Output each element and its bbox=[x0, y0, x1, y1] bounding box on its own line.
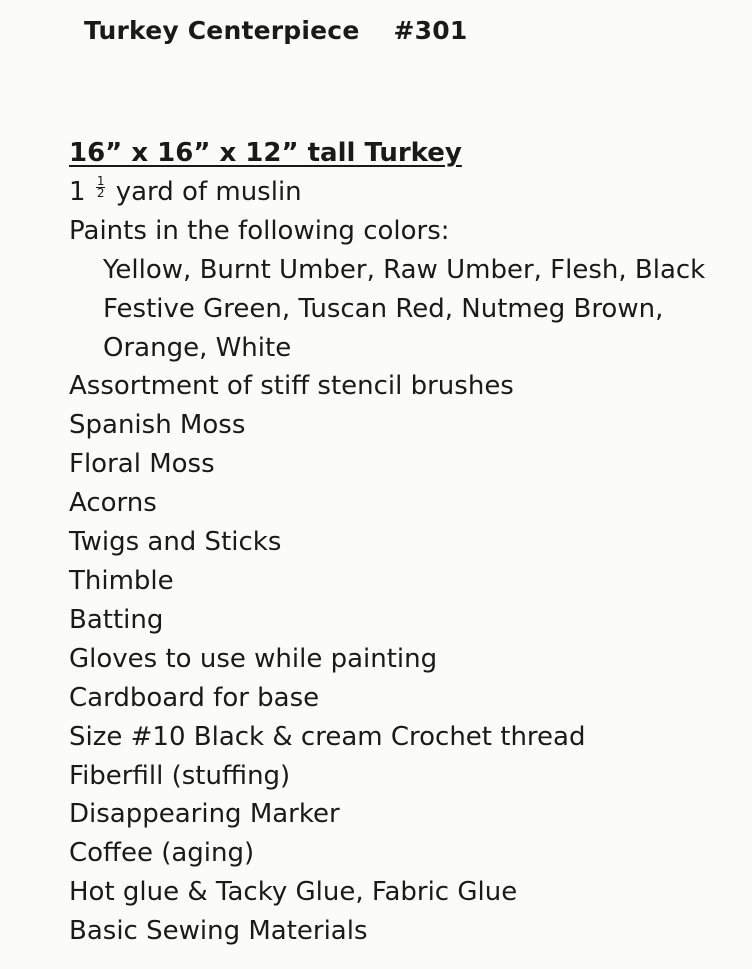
list-item: Gloves to use while painting bbox=[69, 643, 438, 674]
list-item: Assortment of stiff stencil brushes bbox=[69, 371, 514, 402]
muslin-text: yard of muslin bbox=[115, 176, 302, 207]
list-item: Hot glue & Tacky Glue, Fabric Glue bbox=[69, 877, 518, 908]
list-item: Fiberfill (stuffing) bbox=[69, 760, 291, 791]
title-name: Turkey Centerpiece bbox=[84, 16, 360, 45]
fraction-denominator: 2 bbox=[96, 185, 105, 200]
size-heading: 16” x 16” x 12” tall Turkey bbox=[69, 138, 462, 168]
list-item-paints: Paints in the following colors: bbox=[69, 215, 450, 246]
pattern-number: #301 bbox=[393, 16, 468, 45]
list-item: Twigs and Sticks bbox=[69, 527, 282, 558]
list-item: Basic Sewing Materials bbox=[69, 916, 368, 947]
list-item: Cardboard for base bbox=[69, 682, 320, 713]
paint-colors-line: Yellow, Burnt Umber, Raw Umber, Flesh, Black bbox=[103, 254, 706, 285]
supply-list bbox=[69, 134, 705, 951]
fraction-numerator: 1 bbox=[96, 173, 105, 188]
list-item: Coffee (aging) bbox=[69, 838, 255, 869]
list-item: Acorns bbox=[69, 488, 157, 519]
list-item: Batting bbox=[69, 604, 164, 635]
paint-colors-line: Festive Green, Tuscan Red, Nutmeg Brown, bbox=[103, 293, 664, 324]
paint-colors-line: Orange, White bbox=[103, 332, 292, 363]
list-item: Size #10 Black & cream Crochet thread bbox=[69, 721, 586, 752]
fraction bbox=[96, 173, 106, 200]
list-item: Floral Moss bbox=[69, 449, 215, 480]
list-item-muslin bbox=[69, 173, 705, 212]
list-item: Thimble bbox=[69, 565, 174, 596]
muslin-whole: 1 bbox=[69, 176, 86, 207]
list-item: Disappearing Marker bbox=[69, 799, 340, 830]
list-item: Spanish Moss bbox=[69, 410, 246, 441]
page-title bbox=[84, 16, 467, 45]
